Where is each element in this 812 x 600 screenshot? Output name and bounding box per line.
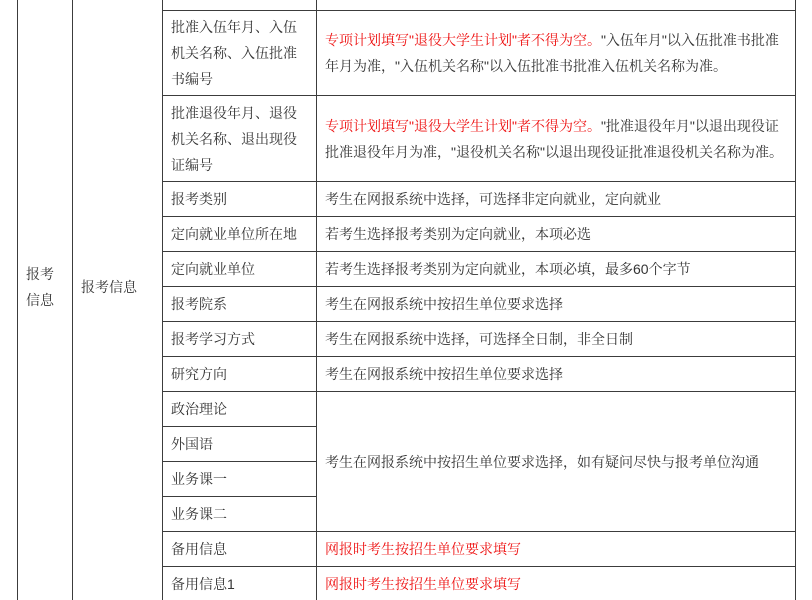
note-text: "批准退役年月"以退出现役证批准退役年月为准，"退役机关名称"以退出现役证批准退役机关名称为准。 [325, 117, 783, 160]
field-cell: 业务课一 [163, 462, 317, 497]
note-cell: 考生在网报系统中选择，可选择全日制，非全日制 [317, 322, 796, 357]
cutoff-note-cell [317, 0, 796, 11]
note-cell: 考生在网报系统中按招生单位要求选择 [317, 357, 796, 392]
field-cell: 业务课二 [163, 497, 317, 532]
table-row-cutoff [18, 0, 796, 11]
note-cell: 若考生选择报考类别为定向就业，本项必填，最多60个字节 [317, 252, 796, 287]
note-cell [317, 532, 796, 567]
note-red-text: 网报时考生按招生单位要求填写 [325, 541, 521, 557]
field-cell: 备用信息1 [163, 567, 317, 600]
field-cell: 批准退役年月、退役机关名称、退出现役证编号 [163, 96, 317, 182]
note-cell: 若考生选择报考类别为定向就业，本项必选 [317, 217, 796, 252]
field-cell: 备用信息 [163, 532, 317, 567]
note-red-text: 网报时考生按招生单位要求填写 [325, 575, 521, 592]
note-cell: 考生在网报系统中按招生单位要求选择 [317, 287, 796, 322]
field-cell: 政治理论 [163, 392, 317, 427]
section-cell-inner: 报考信息 [73, 0, 163, 600]
note-cell-merged: 考生在网报系统中按招生单位要求选择，如有疑问尽快与报考单位沟通 [317, 392, 796, 532]
field-cell: 定向就业单位 [163, 252, 317, 287]
note-cell [317, 96, 796, 182]
field-cell: 批准入伍年月、入伍机关名称、入伍批准书编号 [163, 11, 317, 96]
section-cell-outer: 报考信息 [18, 0, 73, 600]
field-cell: 外国语 [163, 427, 317, 462]
field-cell: 研究方向 [163, 357, 317, 392]
note-red-text: 专项计划填写"退役大学生计划"者不得为空。 [325, 117, 601, 134]
field-cell: 定向就业单位所在地 [163, 217, 317, 252]
cutoff-field-cell [163, 0, 317, 11]
note-text: "入伍年月"以入伍批准书批准年月为准，"入伍机关名称"以入伍批准书批准入伍机关名称为准。 [325, 32, 779, 74]
note-red-text: 专项计划填写"退役大学生计划"者不得为空。 [325, 32, 601, 48]
note-cell [317, 567, 796, 600]
note-cell: 考生在网报系统中选择，可选择非定向就业，定向就业 [317, 182, 796, 217]
note-cell [317, 11, 796, 96]
application-info-table [17, 0, 796, 600]
field-cell: 报考学习方式 [163, 322, 317, 357]
field-cell: 报考类别 [163, 182, 317, 217]
field-cell: 报考院系 [163, 287, 317, 322]
